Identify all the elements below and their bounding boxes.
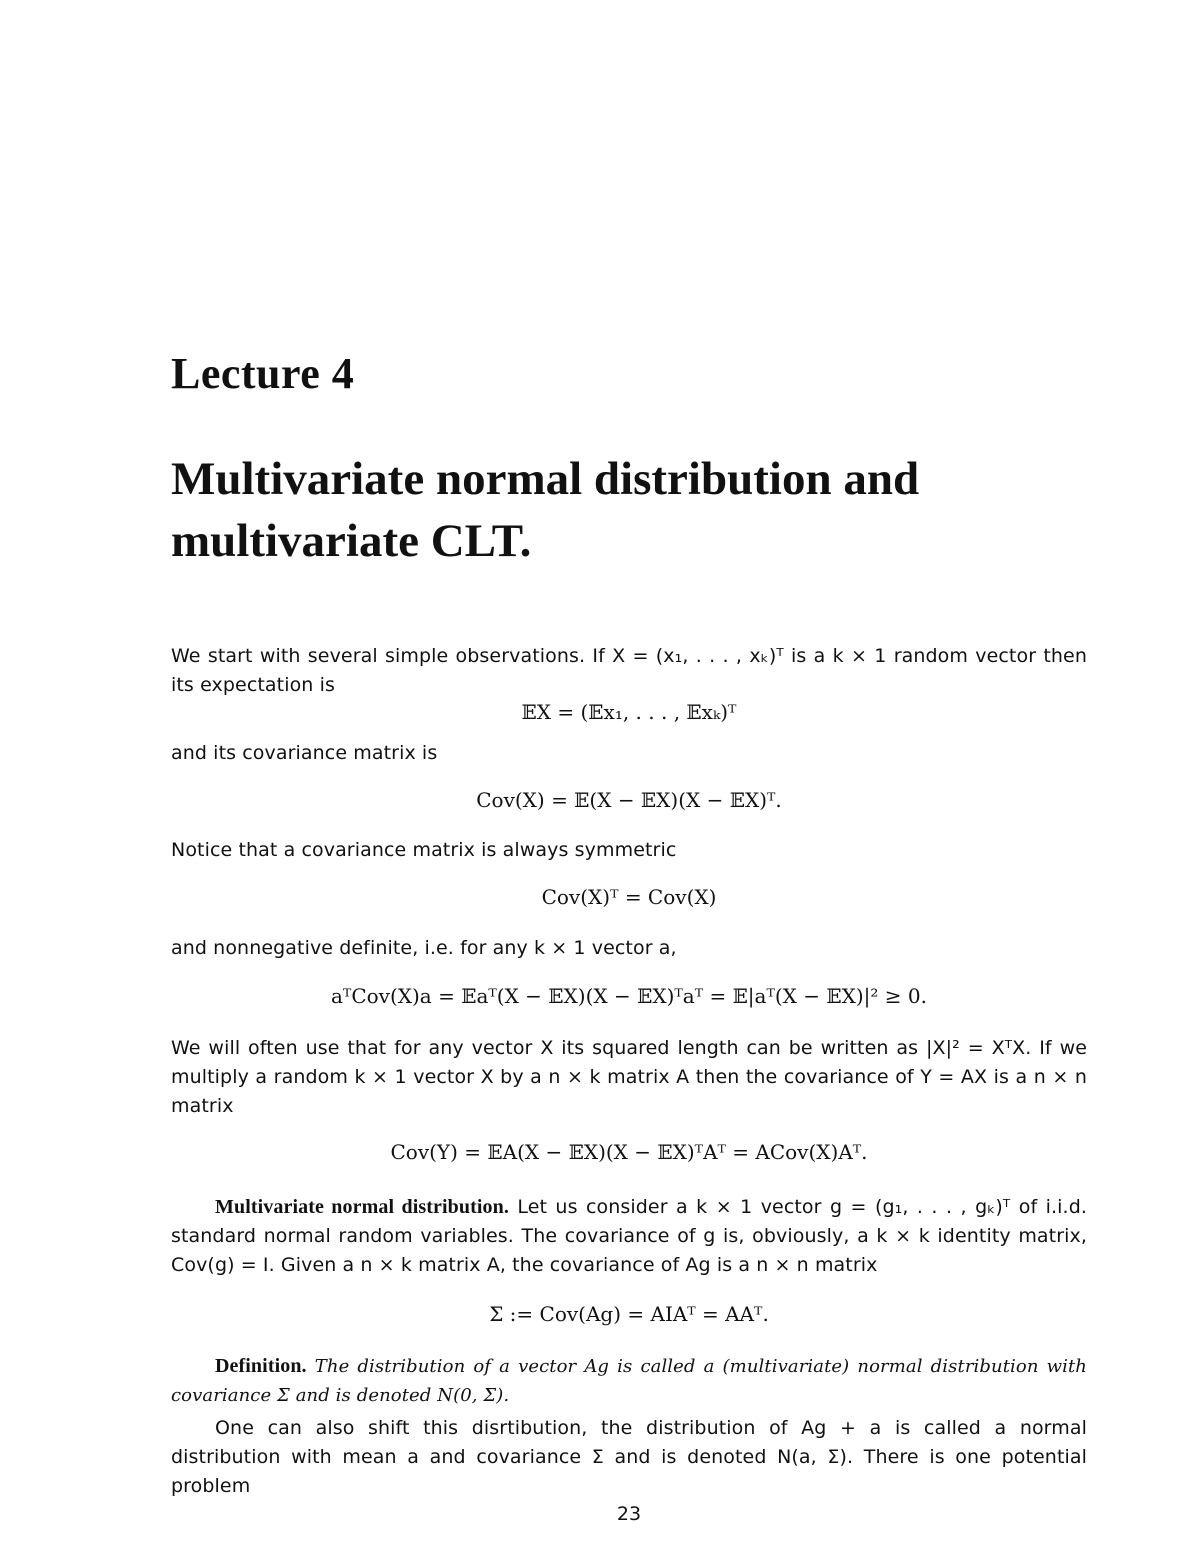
equation-expectation: 𝔼X = (𝔼x₁, . . . , 𝔼xₖ)ᵀ [521,700,737,724]
paragraph-covariance-intro: and its covariance matrix is [171,742,438,764]
paragraph-multivariate-normal [171,1193,1087,1280]
paragraph-shift: One can also shift this disrtibution, the distribution of Ag + a is called a normal distribution with mean a and covariance Σ and is denoted N(a, Σ). There is one potential problem [171,1417,1087,1497]
page-number: 23 [616,1503,642,1525]
paragraph-multivariate-normal-body: Let us consider a k × 1 vector g = (g₁, . . . , gₖ)ᵀ of i.i.d. standard normal random variables. The covariance of g is, obviously, a k × k identity matrix, Cov(g) = I. Given a n × k matrix A, the covariance of Ag is a n × n matrix [171,1196,1087,1276]
lecture-label: Lecture 4 [171,349,355,398]
section-heading-multivariate-normal: Multivariate normal distribution. [215,1196,509,1218]
chapter-title: Multivariate normal distribution and multivariate CLT. [171,453,920,567]
equation-sigma: Σ := Cov(Ag) = AIAᵀ = AAᵀ. [489,1302,769,1326]
definition-heading: Definition. [215,1355,307,1377]
equation-symmetric: Cov(X)ᵀ = Cov(X) [541,885,717,909]
equation-nonnegative: aᵀCov(X)a = 𝔼aᵀ(X − 𝔼X)(X − 𝔼X)ᵀaᵀ = 𝔼|aᵀ(X − 𝔼X)|² ≥ 0. [331,984,927,1008]
definition-body: The distribution of a vector Ag is called a (multivariate) normal distribution with covariance Σ and is denoted N(0, Σ). [171,1356,1087,1406]
equation-cov-y: Cov(Y) = 𝔼A(X − 𝔼X)(X − 𝔼X)ᵀAᵀ = ACov(X)Aᵀ. [390,1140,868,1164]
definition-block [171,1352,1087,1410]
equation-covariance: Cov(X) = 𝔼(X − 𝔼X)(X − 𝔼X)ᵀ. [476,788,782,812]
paragraph-symmetric: Notice that a covariance matrix is always symmetric [171,839,677,861]
paragraph-intro: We start with several simple observations. If X = (x₁, . . . , xₖ)ᵀ is a k × 1 random vector then its expectation is [171,645,1087,696]
paragraph-squared-length: We will often use that for any vector X its squared length can be written as |X|² = XᵀX. If we multiply a random k × 1 vector X by a n × k matrix A then the covariance of Y = AX is a n × n matrix [171,1037,1087,1117]
paragraph-nonnegative: and nonnegative definite, i.e. for any k × 1 vector a, [171,937,677,959]
